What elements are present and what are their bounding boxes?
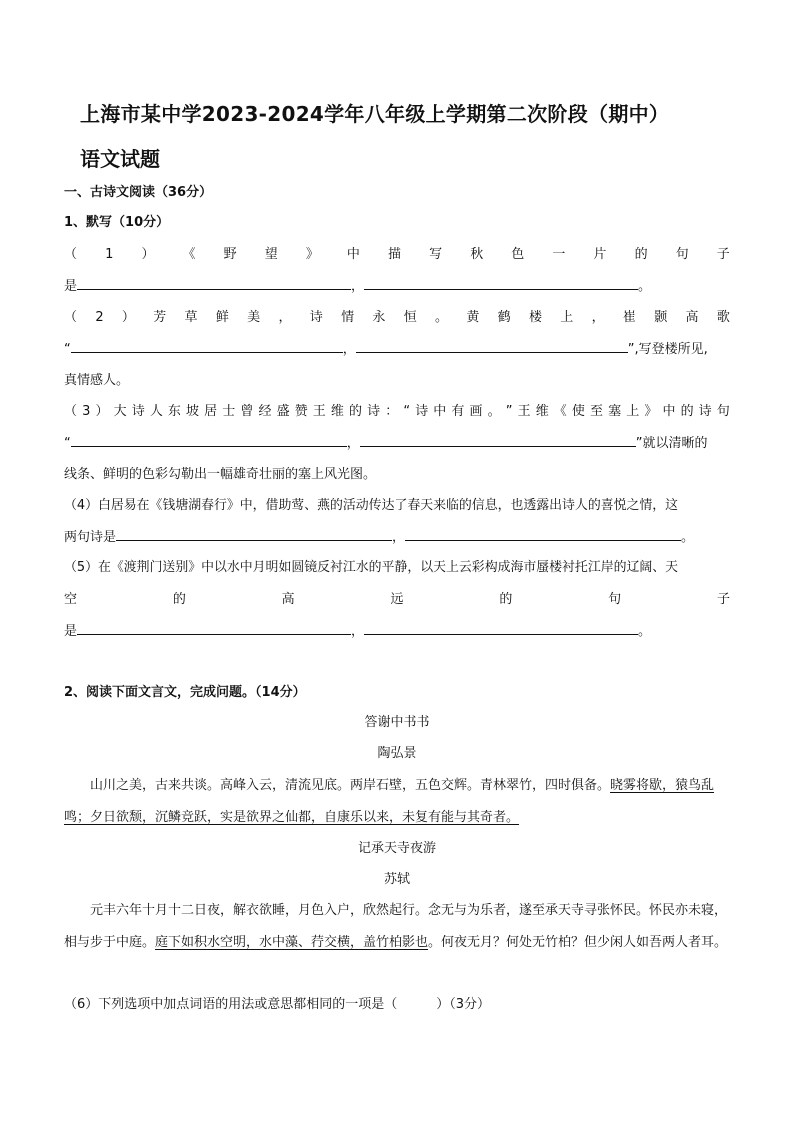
- q1-item-2-line2: [64, 340, 730, 359]
- end-text: 。: [638, 279, 652, 294]
- justified-char: 。: [487, 404, 501, 419]
- justified-char: 。: [435, 310, 449, 325]
- justified-char: 居: [204, 404, 218, 419]
- prefix-text: 两句诗是: [64, 530, 117, 545]
- comma-text: ，: [392, 530, 406, 545]
- q1-item-5-line3: [64, 622, 730, 641]
- justified-char: 情: [341, 310, 355, 325]
- q1-item-2-line1: [64, 309, 730, 327]
- justified-char: 的: [680, 404, 694, 419]
- justified-char: 有: [451, 404, 465, 419]
- justified-char: 永: [372, 310, 386, 325]
- justified-char: 恒: [403, 310, 417, 325]
- justified-char: 经: [258, 404, 272, 419]
- justified-char: 画: [469, 404, 483, 419]
- justified-char: 2: [95, 310, 104, 325]
- justified-char: 远: [390, 592, 404, 607]
- justified-char: 颢: [654, 310, 668, 325]
- question-6: （6）下列选项中加点词语的用法或意思都相同的一项是（ ）（3分）: [64, 997, 491, 1012]
- tail-text: ”,写登楼所见,: [627, 342, 708, 357]
- comma-text: ，: [346, 436, 360, 451]
- justified-char: 芳: [153, 310, 167, 325]
- justified-char: 3: [82, 404, 91, 419]
- justified-char: 美: [247, 310, 261, 325]
- justified-char: 的: [172, 592, 186, 607]
- justified-char: 1: [105, 247, 114, 262]
- prefix-text: 是: [64, 279, 78, 294]
- justified-char: ）: [121, 310, 135, 325]
- justified-char: 人: [149, 404, 163, 419]
- justified-char: 诗: [367, 404, 381, 419]
- q1-item-5-line2: [64, 591, 730, 609]
- justified-char: 楼: [528, 310, 542, 325]
- answer-blank[interactable]: [71, 340, 343, 353]
- justified-char: 黄: [466, 310, 480, 325]
- justified-char: 使: [571, 404, 585, 419]
- text2-plain-2: 。何夜无月？何处无竹柏？但少闲人如吾两人者耳。: [428, 935, 728, 950]
- comma-text: ，: [342, 342, 356, 357]
- justified-char: （: [64, 404, 78, 419]
- justified-char: （: [64, 247, 78, 262]
- justified-char: 士: [222, 404, 236, 419]
- justified-char: 写: [429, 247, 443, 262]
- justified-char: 维: [330, 404, 344, 419]
- justified-char: 句: [716, 404, 730, 419]
- q1-item-3-line1: [64, 403, 730, 421]
- justified-char: 《: [553, 404, 567, 419]
- justified-char: 的: [634, 247, 648, 262]
- justified-char: 的: [349, 404, 363, 419]
- text1-underlined: 晓雾将歇，猿鸟乱鸣；夕日欲颓，沉鳞竞跃，实是欲界之仙都，自康乐以来，未复有能与其奇者。: [64, 778, 715, 825]
- justified-char: 高: [281, 592, 295, 607]
- page-title: 上海市某中学2023-2024学年八年级上学期第二次阶段（期中）: [80, 102, 670, 126]
- justified-char: ）: [141, 247, 155, 262]
- justified-char: 《: [182, 247, 196, 262]
- page-subtitle: 语文试题: [80, 147, 160, 171]
- answer-blank[interactable]: [116, 528, 392, 541]
- justified-char: 维: [535, 404, 549, 419]
- answer-blank[interactable]: [356, 340, 628, 353]
- answer-blank[interactable]: [71, 434, 347, 447]
- justified-char: 句: [675, 247, 689, 262]
- justified-char: 色: [511, 247, 525, 262]
- justified-char: 诗: [309, 310, 323, 325]
- justified-char: ，: [278, 310, 292, 325]
- justified-char: 至: [590, 404, 604, 419]
- comma-text: ，: [351, 279, 365, 294]
- justified-char: 王: [312, 404, 326, 419]
- justified-char: “: [403, 404, 411, 419]
- justified-char: 高: [685, 310, 699, 325]
- justified-char: ）: [95, 404, 109, 419]
- q1-item-2-line3: 真情感人。: [64, 373, 130, 388]
- answer-blank[interactable]: [77, 277, 351, 290]
- q1-item-4-line1: （4）白居易在《钱塘湖春行》中，借助莺、燕的活动传达了春天来临的信息，也透露出诗人的喜悦之情，这: [64, 498, 679, 513]
- justified-char: 一: [552, 247, 566, 262]
- q1-item-1-line1: [64, 246, 730, 264]
- question-2-heading: 2、阅读下面文言文，完成问题。（14分）: [64, 685, 306, 700]
- text1-body: [64, 770, 734, 834]
- justified-char: 空: [64, 592, 78, 607]
- open-quote: “: [64, 436, 71, 451]
- justified-char: （: [64, 310, 78, 325]
- justified-char: 坡: [186, 404, 200, 419]
- justified-char: 秋: [470, 247, 484, 262]
- justified-char: 句: [608, 592, 622, 607]
- justified-char: 诗: [415, 404, 429, 419]
- justified-char: 野: [223, 247, 237, 262]
- justified-char: 》: [644, 404, 658, 419]
- justified-char: 鹤: [497, 310, 511, 325]
- q1-item-3-line2: [64, 434, 730, 453]
- answer-blank[interactable]: [364, 622, 638, 635]
- q1-item-5-line1: （5）在《渡荆门送别》中以水中月明如圆镜反衬江水的平静，以天上云彩构成海市蜃楼衬托江岸的辽阔、天: [64, 560, 679, 575]
- justified-char: 中: [433, 404, 447, 419]
- justified-char: 曾: [240, 404, 254, 419]
- answer-blank[interactable]: [364, 277, 638, 290]
- justified-char: 鲜: [215, 310, 229, 325]
- answer-blank[interactable]: [77, 622, 351, 635]
- question-1-heading: 1、默写（10分）: [64, 215, 170, 230]
- q1-item-1-line2: [64, 277, 730, 296]
- justified-char: 的: [499, 592, 513, 607]
- prefix-text: 是: [64, 624, 78, 639]
- justified-char: 草: [184, 310, 198, 325]
- justified-char: 望: [264, 247, 278, 262]
- justified-char: 描: [388, 247, 402, 262]
- justified-char: 东: [167, 404, 181, 419]
- justified-char: 子: [716, 592, 730, 607]
- section-heading: 一、古诗文阅读（36分）: [64, 185, 213, 200]
- justified-char: 片: [593, 247, 607, 262]
- justified-char: 中: [346, 247, 360, 262]
- justified-char: 上: [626, 404, 640, 419]
- justified-char: ：: [385, 404, 399, 419]
- justified-char: 崔: [622, 310, 636, 325]
- justified-char: 歌: [716, 310, 730, 325]
- justified-char: 诗: [131, 404, 145, 419]
- end-text: 。: [638, 624, 652, 639]
- text1-plain: 山川之美，古来共谈。高峰入云，清流见底。两岸石壁，五色交辉。青林翠竹，四时俱备。: [90, 778, 611, 793]
- justified-char: 中: [662, 404, 676, 419]
- justified-char: 》: [305, 247, 319, 262]
- text1-author: 陶弘景: [377, 746, 417, 761]
- justified-char: ”: [505, 404, 513, 419]
- justified-char: 子: [716, 247, 730, 262]
- justified-char: 赞: [294, 404, 308, 419]
- q1-item-4-line2: [64, 528, 730, 547]
- justified-char: 诗: [698, 404, 712, 419]
- open-quote: “: [64, 342, 71, 357]
- comma-text: ，: [351, 624, 365, 639]
- tail-text: ”就以清晰的: [635, 436, 708, 451]
- justified-char: 塞: [608, 404, 622, 419]
- justified-char: 上: [560, 310, 574, 325]
- justified-char: 大: [113, 404, 127, 419]
- q1-item-3-line3: 线条、鲜明的色彩勾勒出一幅雄奇壮丽的塞上风光图。: [64, 467, 377, 482]
- end-text: 。: [681, 530, 695, 545]
- justified-char: 王: [517, 404, 531, 419]
- text2-plain-1: 元丰六年十月十二日夜，解衣欲睡，月色入户，欣然起行。念无与为乐者，遂至承天寺寻张怀民。怀民亦未寝，相与步于中庭。: [64, 903, 728, 950]
- text2-author: 苏轼: [383, 872, 410, 887]
- text2-title: 记承天寺夜游: [357, 841, 436, 856]
- text2-underlined: 庭下如积水空明，水中藻、荇交横，盖竹柏影也: [155, 935, 429, 950]
- answer-blank[interactable]: [405, 528, 681, 541]
- text1-title: 答谢中书书: [364, 715, 430, 730]
- justified-char: 盛: [276, 404, 290, 419]
- text2-body: [64, 895, 734, 959]
- answer-blank[interactable]: [360, 434, 636, 447]
- justified-char: ，: [591, 310, 605, 325]
